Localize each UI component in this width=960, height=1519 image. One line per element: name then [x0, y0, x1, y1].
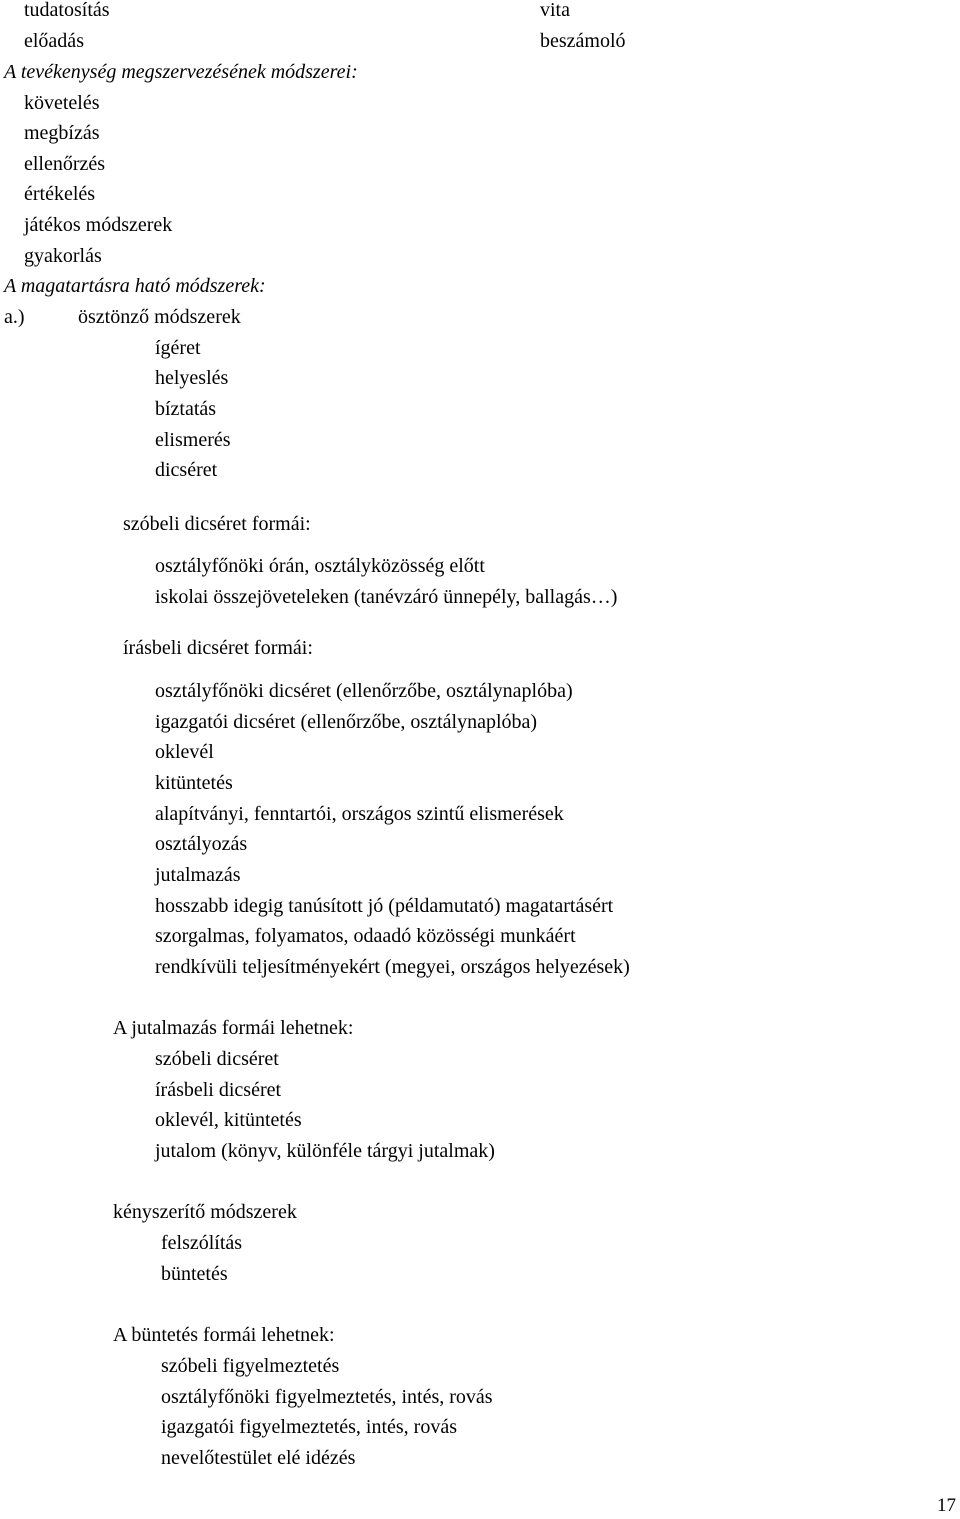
list-item: büntetés: [161, 1263, 228, 1285]
list-item: dicséret: [155, 459, 218, 481]
section-heading: A magatartásra ható módszerek:: [4, 275, 266, 297]
list-item: kitüntetés: [155, 772, 233, 794]
list-item: előadás: [24, 30, 84, 52]
subsection-heading: A büntetés formái lehetnek:: [113, 1324, 335, 1346]
list-item: felszólítás: [161, 1232, 243, 1254]
section-title: ösztönző módszerek: [78, 306, 241, 328]
list-item: osztályfőnöki figyelmeztetés, intés, rovás: [161, 1386, 493, 1408]
list-item: igazgatói dicséret (ellenőrzőbe, osztálynaplóba): [155, 711, 538, 733]
list-item: játékos módszerek: [24, 214, 173, 236]
list-item: gyakorlás: [24, 245, 102, 267]
list-item: rendkívüli teljesítményekért (megyei, országos helyezések): [155, 956, 630, 978]
list-item: követelés: [24, 92, 100, 114]
list-item: vita: [540, 0, 570, 21]
list-item: helyeslés: [155, 367, 229, 389]
list-item: hosszabb idegig tanúsított jó (példamutató) magatartásért: [155, 895, 614, 917]
list-item: elismerés: [155, 429, 231, 451]
list-item: tudatosítás: [24, 0, 110, 21]
subsection-heading: írásbeli dicséret formái:: [123, 637, 313, 659]
section-heading: A tevékenység megszervezésének módszerei:: [4, 61, 358, 83]
list-item: ígéret: [155, 337, 201, 359]
list-item: osztályfőnöki órán, osztályközösség előtt: [155, 555, 485, 577]
list-item: osztályfőnöki dicséret (ellenőrzőbe, osztálynaplóba): [155, 680, 573, 702]
list-item: nevelőtestület elé idézés: [161, 1447, 356, 1469]
list-item: alapítványi, fenntartói, országos szintű elismerések: [155, 803, 564, 825]
list-item: írásbeli dicséret: [155, 1079, 282, 1101]
subsection-heading: A jutalmazás formái lehetnek:: [113, 1017, 354, 1039]
list-item: oklevél, kitüntetés: [155, 1109, 302, 1131]
list-item: bíztatás: [155, 398, 217, 420]
list-item: beszámoló: [540, 30, 626, 52]
page-number: 17: [937, 1495, 956, 1516]
list-item: osztályozás: [155, 833, 248, 855]
list-item: értékelés: [24, 183, 96, 205]
list-item: szóbeli dicséret: [155, 1048, 279, 1070]
list-item: iskolai összejöveteleken (tanévzáró ünnepély, ballagás…): [155, 586, 618, 608]
list-item: szorgalmas, folyamatos, odaadó közösségi munkáért: [155, 925, 576, 947]
list-item: szóbeli figyelmeztetés: [161, 1355, 340, 1377]
list-item: megbízás: [24, 122, 100, 144]
list-item: jutalom (könyv, különféle tárgyi jutalmak): [155, 1140, 495, 1162]
section-title: kényszerítő módszerek: [113, 1201, 297, 1223]
subsection-heading: szóbeli dicséret formái:: [123, 513, 311, 535]
list-item: oklevél: [155, 741, 214, 763]
section-marker: a.): [4, 306, 25, 328]
list-item: ellenőrzés: [24, 153, 106, 175]
list-item: igazgatói figyelmeztetés, intés, rovás: [161, 1416, 458, 1438]
list-item: jutalmazás: [155, 864, 241, 886]
